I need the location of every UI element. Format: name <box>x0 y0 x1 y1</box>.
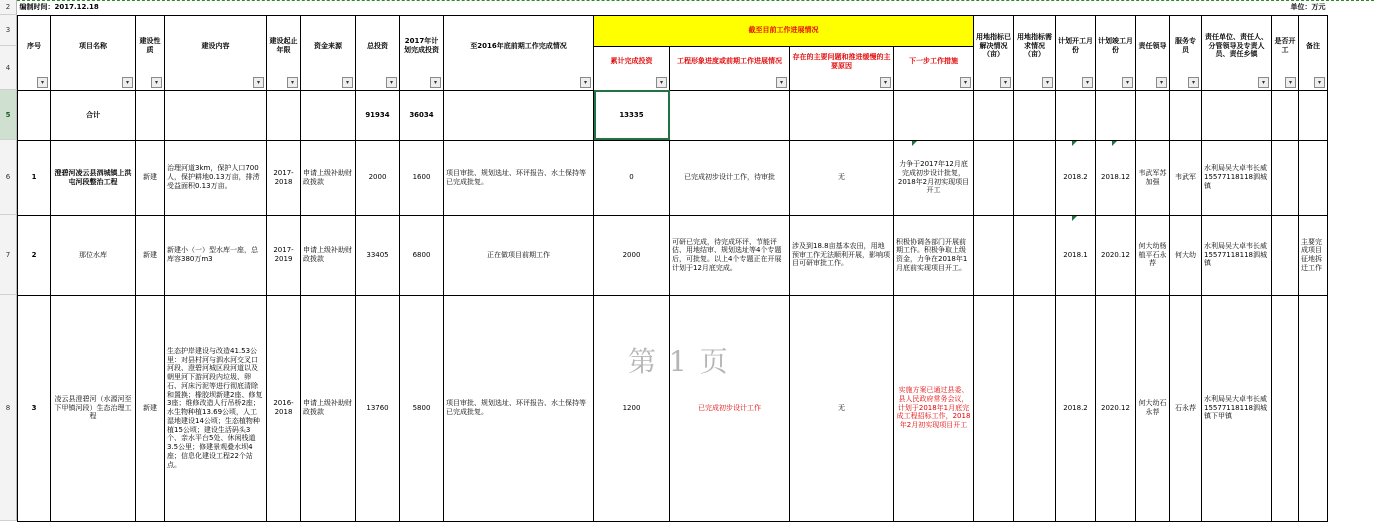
filter-dropdown-icon[interactable]: ▾ <box>37 77 48 88</box>
units-cell[interactable]: 水利局吴大卓韦长威15577118118泗城镇 <box>1202 140 1272 215</box>
progress-cell[interactable]: 已完成初步设计工作，待审批 <box>670 140 790 215</box>
filter-dropdown-icon[interactable]: ▾ <box>880 77 891 88</box>
unit-label[interactable]: 单位：万元 <box>1290 2 1326 11</box>
header-progress[interactable] <box>670 46 790 90</box>
header-resp-units[interactable] <box>1202 15 1272 90</box>
table-row <box>18 140 1328 215</box>
header-fund-source-label: 资金来源 <box>314 41 342 50</box>
comment-indicator-icon[interactable] <box>912 141 917 146</box>
land-need-cell[interactable] <box>1014 140 1056 215</box>
land-need-cell[interactable] <box>1014 295 1056 521</box>
period-cell[interactable]: 2017-2018 <box>267 140 301 215</box>
header-build-nature-label: 建设性质 <box>139 37 161 54</box>
header-leader[interactable] <box>1136 15 1170 90</box>
page-watermark: 第 1 页 <box>628 345 730 378</box>
blank-cell[interactable] <box>444 0 1272 15</box>
cell[interactable] <box>670 90 790 140</box>
started-cell[interactable] <box>1272 295 1299 521</box>
progress-cell[interactable]: 已完成初步设计工作 <box>670 295 790 521</box>
total-cell[interactable]: 2000 <box>356 140 400 215</box>
content-cell[interactable]: 治理河道3km，保护人口700人，保护耕地0.13万亩，排涝受益面积0.13万亩。 <box>165 140 267 215</box>
header-start-month[interactable] <box>1056 15 1096 90</box>
seq-cell[interactable]: 2 <box>18 215 51 295</box>
cum-cell[interactable]: 1200 <box>594 295 670 521</box>
finish-cell[interactable]: 2020.12 <box>1096 215 1136 295</box>
filter-dropdown-icon[interactable]: ▾ <box>151 77 162 88</box>
filter-dropdown-icon[interactable]: ▾ <box>1082 77 1093 88</box>
cell[interactable] <box>136 90 165 140</box>
header-cum-invest[interactable] <box>594 46 670 90</box>
header-cum-invest-label: 累计完成投资 <box>610 57 653 66</box>
land-solved-cell[interactable] <box>974 215 1014 295</box>
plan-cell[interactable]: 6800 <box>400 215 444 295</box>
row-header[interactable]: 8 <box>0 295 17 521</box>
header-done-2016-label: 至2016年底前期工作完成情况 <box>470 41 567 50</box>
finish-cell[interactable]: 2018.12 <box>1096 140 1136 215</box>
content-cell[interactable]: 新建小（一）型水库一座，总库容380万m3 <box>165 215 267 295</box>
header-plan-2017-label: 2017年计划完成投资 <box>404 37 439 54</box>
filter-dropdown-icon[interactable]: ▾ <box>1000 77 1011 88</box>
total-cell[interactable]: 33405 <box>356 215 400 295</box>
started-cell[interactable] <box>1272 215 1299 295</box>
header-seq-label: 序号 <box>27 41 41 50</box>
header-next-steps[interactable] <box>894 46 974 90</box>
filter-dropdown-icon[interactable]: ▾ <box>386 77 397 88</box>
header-build-period-label: 建设起止年限 <box>269 37 298 54</box>
problems-cell[interactable]: 无 <box>790 140 894 215</box>
header-project-name[interactable] <box>51 15 136 90</box>
cell[interactable] <box>301 90 356 140</box>
next-steps-cell[interactable]: 积极协调各部门开展前期工作。积极争取上级资金，力争在2018年1月底前实现项目开工。 <box>894 215 974 295</box>
project-name-cell[interactable]: 那位水库 <box>51 215 136 295</box>
header-service-officer-label: 服务专员 <box>1175 37 1196 54</box>
header-total-invest-label: 总投资 <box>367 41 388 50</box>
start-cell[interactable]: 2018.2 <box>1056 140 1096 215</box>
fund-cell[interactable]: 申请上级补助财政拨款 <box>301 140 356 215</box>
row-header[interactable]: 6 <box>0 140 17 215</box>
cell[interactable] <box>1299 90 1328 140</box>
row-header[interactable]: 4 <box>0 46 17 90</box>
done2016-cell[interactable]: 正在做项目前期工作 <box>444 215 594 295</box>
filter-dropdown-icon[interactable]: ▾ <box>287 77 298 88</box>
header-start-month-label: 计划开工月份 <box>1058 37 1093 54</box>
period-cell[interactable]: 2017-2019 <box>267 215 301 295</box>
officer-cell[interactable]: 石永荐 <box>1170 295 1202 521</box>
header-build-nature[interactable] <box>136 15 165 90</box>
cell[interactable] <box>1272 90 1299 140</box>
header-remarks[interactable] <box>1299 15 1328 90</box>
filter-dropdown-icon[interactable]: ▾ <box>122 77 133 88</box>
compile-time[interactable]: 编制时间：2017.12.18 <box>19 2 99 11</box>
nature-cell[interactable]: 新建 <box>136 140 165 215</box>
filter-dropdown-icon[interactable]: ▾ <box>1285 77 1296 88</box>
cell[interactable] <box>894 90 974 140</box>
land-solved-cell[interactable] <box>974 295 1014 521</box>
comment-indicator-icon[interactable] <box>1072 141 1077 146</box>
header-service-officer[interactable] <box>1170 15 1202 90</box>
filter-dropdown-icon[interactable]: ▾ <box>1122 77 1133 88</box>
cell[interactable] <box>790 90 894 140</box>
cell[interactable] <box>1014 90 1056 140</box>
header-fund-source[interactable] <box>301 15 356 90</box>
remark-cell[interactable] <box>1299 140 1328 215</box>
header-build-period[interactable] <box>267 15 301 90</box>
filter-dropdown-icon[interactable]: ▾ <box>776 77 787 88</box>
header-build-content[interactable] <box>165 15 267 90</box>
units-cell[interactable]: 水利局吴大卓韦长威15577118118泗城镇下甲镇 <box>1202 295 1272 521</box>
plan-cell[interactable]: 1600 <box>400 140 444 215</box>
leader-cell[interactable]: 韦武军苏加强 <box>1136 140 1170 215</box>
period-cell[interactable]: 2016-2018 <box>267 295 301 521</box>
finish-cell[interactable]: 2020.12 <box>1096 295 1136 521</box>
cum-cell[interactable]: 0 <box>594 140 670 215</box>
cell[interactable] <box>1136 90 1170 140</box>
leader-cell[interactable]: 何大幼石永荐 <box>1136 295 1170 521</box>
filter-dropdown-icon[interactable]: ▾ <box>1188 77 1199 88</box>
problems-cell[interactable]: 涉及到18.8亩基本农田，用地预审工作无法顺利开展，影响项目可研审批工作。 <box>790 215 894 295</box>
header-total-invest[interactable] <box>356 15 400 90</box>
header-started-label: 是否开工 <box>1274 37 1296 54</box>
filter-dropdown-icon[interactable]: ▾ <box>253 77 264 88</box>
header-project-name-label: 项目名称 <box>79 41 107 50</box>
next-steps-cell[interactable]: 力争于2017年12月底完成初步设计批复，2018年2月初实现项目开工 <box>894 140 974 215</box>
filter-dropdown-icon[interactable]: ▾ <box>1042 77 1053 88</box>
header-started[interactable] <box>1272 15 1299 90</box>
row-header[interactable]: 2 <box>0 0 17 15</box>
land-solved-cell[interactable] <box>974 140 1014 215</box>
header-seq[interactable] <box>18 15 51 90</box>
header-plan-2017[interactable] <box>400 15 444 90</box>
cell[interactable] <box>267 90 301 140</box>
remark-cell[interactable] <box>1299 295 1328 521</box>
cum-cell[interactable]: 2000 <box>594 215 670 295</box>
fund-cell[interactable]: 申请上级补助财政拨款 <box>301 295 356 521</box>
units-cell[interactable]: 水利局吴大卓韦长威15577118118泗城镇 <box>1202 215 1272 295</box>
plan-cell[interactable]: 5800 <box>400 295 444 521</box>
comment-indicator-icon[interactable] <box>1112 141 1117 146</box>
officer-cell[interactable]: 韦武军 <box>1170 140 1202 215</box>
filter-dropdown-icon[interactable]: ▾ <box>430 77 441 88</box>
nature-cell[interactable]: 新建 <box>136 295 165 521</box>
filter-dropdown-icon[interactable]: ▾ <box>656 77 667 88</box>
content-cell[interactable]: 生态护岸建设与改造41.53公里：对县村河与泗水河交叉口河段、澄碧河城区段河道以及朝里河下游河段内垃圾、卵石、河床污泥等进行彻底清除和置换；橡胶坝新建2座、修复3座；维修改造人行吊桥2座；水生物种植13.69公顷，人工湿地建设14公顷；生态植物种植15公顷；建设生活码头3个、亲水平台5处、休闲栈道3.5公里；修建景观叠水坝4座；信息化建设工程22个站点。 <box>165 295 267 521</box>
page-break-line <box>17 0 1374 1</box>
cell[interactable] <box>444 90 594 140</box>
cell[interactable] <box>1170 90 1202 140</box>
header-resp-units-label: 责任单位、责任人、分管领导及专责人员、责任乡镇 <box>1205 32 1268 59</box>
total-label[interactable]: 合计 <box>51 90 136 140</box>
header-land-solved[interactable] <box>974 15 1014 90</box>
problems-cell[interactable]: 无 <box>790 295 894 521</box>
header-progress-label: 工程形象进度或前期工作进展情况 <box>677 57 782 66</box>
header-leader-label: 责任领导 <box>1138 41 1167 50</box>
started-cell[interactable] <box>1272 140 1299 215</box>
cum-invest-sum-selected[interactable]: 13335 <box>594 90 670 140</box>
remark-cell[interactable]: 主要完成项目征地拆迁工作 <box>1299 215 1328 295</box>
project-name-cell[interactable]: 凌云县澄碧河（水源河至下甲镇河段）生态治理工程 <box>51 295 136 521</box>
seq-cell[interactable]: 3 <box>18 295 51 521</box>
filter-dropdown-icon[interactable]: ▾ <box>960 77 971 88</box>
header-remarks-label: 备注 <box>1306 41 1320 50</box>
header-land-solved-label: 用地指标已解决情况（亩） <box>976 32 1011 59</box>
progress-cell[interactable]: 可研已完成，待完成环评、节能评估、用地结审、规划选址等4个专题后，可批复。以上4个专题正在开展计划于12月底完成。 <box>670 215 790 295</box>
cell[interactable] <box>165 90 267 140</box>
cell[interactable] <box>1056 90 1096 140</box>
row-header-selected[interactable]: 5 <box>0 90 17 140</box>
total-cell[interactable]: 13760 <box>356 295 400 521</box>
header-finish-month[interactable] <box>1096 15 1136 90</box>
header-problems-label: 存在的主要问题和推进缓慢的主要原因 <box>792 52 891 70</box>
row-header[interactable]: 7 <box>0 215 17 295</box>
officer-cell[interactable]: 何大幼 <box>1170 215 1202 295</box>
done2016-cell[interactable]: 项目审批、规划选址、环评报告、水土保持等已完成批复。 <box>444 140 594 215</box>
start-cell[interactable]: 2018.1 <box>1056 215 1096 295</box>
plan-2017-sum[interactable]: 36034 <box>400 90 444 140</box>
seq-cell[interactable]: 1 <box>18 140 51 215</box>
header-build-content-label: 建设内容 <box>201 41 230 50</box>
section-progress-title[interactable]: 截至目前工作进展情况 <box>594 15 974 46</box>
header-done-2016[interactable] <box>444 15 594 90</box>
header-land-need[interactable] <box>1014 15 1056 90</box>
done2016-cell[interactable]: 项目审批、规划选址、环评报告、水土保持等已完成批复。 <box>444 295 594 521</box>
total-invest-sum[interactable]: 91934 <box>356 90 400 140</box>
filter-dropdown-icon[interactable]: ▾ <box>1156 77 1167 88</box>
table-row <box>18 215 1328 295</box>
next-steps-cell[interactable]: 实施方案已通过县委、县人民政府常务会议，计划于2018年1月底完成工程招标工作，2018年2月初实现项目开工 <box>894 295 974 521</box>
header-finish-month-label: 计划竣工月份 <box>1098 37 1133 54</box>
leader-cell[interactable]: 何大幼杨植平石永荐 <box>1136 215 1170 295</box>
header-problems[interactable] <box>790 46 894 90</box>
table-row <box>18 295 1328 521</box>
land-need-cell[interactable] <box>1014 215 1056 295</box>
filter-dropdown-icon[interactable]: ▾ <box>1258 77 1269 88</box>
filter-dropdown-icon[interactable]: ▾ <box>1314 77 1325 88</box>
filter-dropdown-icon[interactable]: ▾ <box>580 77 591 88</box>
project-table <box>17 0 1328 522</box>
cell[interactable] <box>18 90 51 140</box>
project-name-cell[interactable]: 澄碧河凌云县泗城镇上洪屯河段整治工程 <box>51 140 136 215</box>
comment-indicator-icon[interactable] <box>1072 216 1077 221</box>
cell[interactable] <box>974 90 1014 140</box>
row-header[interactable]: 3 <box>0 15 17 46</box>
start-cell[interactable]: 2018.2 <box>1056 295 1096 521</box>
fund-cell[interactable]: 申请上级补助财政拨款 <box>301 215 356 295</box>
header-land-need-label: 用地指标需求情况（亩） <box>1017 32 1052 59</box>
header-next-steps-label: 下一步工作措施 <box>909 57 958 66</box>
filter-dropdown-icon[interactable]: ▾ <box>342 77 353 88</box>
cell[interactable] <box>1096 90 1136 140</box>
cell[interactable] <box>1202 90 1272 140</box>
nature-cell[interactable]: 新建 <box>136 215 165 295</box>
